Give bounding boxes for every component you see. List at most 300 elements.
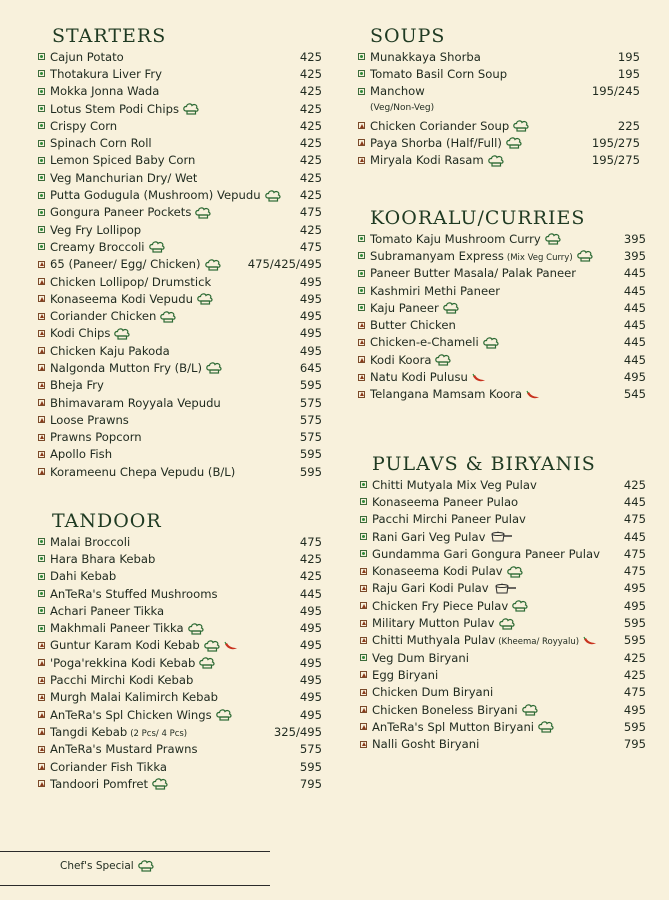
item-price: 575 (299, 395, 322, 410)
chef-hat-icon (483, 337, 499, 349)
item-name: Chicken Coriander Soup (370, 119, 529, 133)
veg-mark-icon (360, 654, 367, 661)
menu-item (360, 545, 646, 562)
item-price: 475 (623, 546, 646, 561)
chef-hat-icon (499, 618, 515, 630)
legend-label: Chef's Special (60, 860, 134, 872)
item-name: Chicken-e-Chameli (370, 335, 499, 349)
item-price: 425 (299, 153, 322, 168)
item-price: 575 (299, 412, 322, 427)
nonveg-mark-icon (38, 364, 45, 371)
menu-item (38, 307, 322, 324)
item-name: Tangdi Kebab (2 Pcs/ 4 Pcs) (50, 724, 188, 739)
item-name: Hara Bhara Kebab (50, 551, 156, 566)
menu-item (358, 282, 646, 299)
nonveg-mark-icon (38, 677, 45, 684)
item-name: Tomato Basil Corn Soup (370, 66, 508, 81)
item-note: (2 Pcs/ 4 Pcs) (130, 728, 188, 739)
item-name: Korameenu Chepa Vepudu (B/L) (50, 464, 236, 479)
nonveg-mark-icon (38, 728, 45, 735)
chef-hat-icon (506, 137, 522, 149)
nonveg-mark-icon (38, 261, 45, 268)
chef-hat-icon (183, 103, 199, 115)
item-name: Konaseema Kodi Pulav (372, 564, 523, 578)
item-price: 425 (299, 170, 322, 185)
menu-item (38, 689, 322, 706)
item-price: 395 (623, 248, 646, 263)
item-name: Achari Paneer Tikka (50, 603, 165, 618)
nonveg-mark-icon (360, 723, 367, 730)
menu-item (360, 528, 646, 545)
item-price: 325/495 (273, 724, 322, 739)
item-name: Rani Gari Veg Pulav (372, 530, 513, 544)
chef-hat-icon (265, 190, 281, 202)
item-name: Kaju Paneer (370, 301, 459, 315)
handi-pot-icon (489, 531, 513, 543)
menu-item (38, 152, 322, 169)
menu-item (38, 446, 322, 463)
menu-item (360, 476, 646, 493)
menu-item (38, 533, 322, 550)
item-price: 445 (623, 318, 646, 333)
menu-item (38, 117, 322, 134)
chili-icon (583, 636, 597, 645)
item-name: AnTeRa's Spl Mutton Biryani (372, 720, 554, 734)
item-name: Nalgonda Mutton Fry (B/L) (50, 361, 222, 375)
legend-divider-top (0, 851, 270, 852)
chili-icon (526, 390, 540, 399)
item-name: Mokka Jonna Wada (50, 84, 160, 99)
item-price: 495 (299, 343, 322, 358)
item-name: Military Mutton Pulav (372, 616, 515, 630)
item-price: 495 (299, 621, 322, 636)
menu-item (360, 735, 646, 752)
biryanis-section (360, 452, 646, 753)
item-price: 425 (299, 551, 322, 566)
veg-mark-icon (38, 573, 45, 580)
menu-item (38, 463, 322, 480)
menu-item (38, 706, 322, 723)
item-price: 445 (623, 266, 646, 281)
item-name: Nalli Gosht Biryani (372, 737, 480, 752)
item-price: 495 (623, 702, 646, 717)
item-price: 495 (299, 291, 322, 306)
chef-hat-icon (205, 259, 221, 271)
nonveg-mark-icon (38, 468, 45, 475)
item-name: Thotakura Liver Fry (50, 66, 163, 81)
menu-item (358, 65, 640, 82)
item-price: 495 (623, 370, 646, 385)
veg-mark-icon (38, 70, 45, 77)
starters-section (38, 24, 322, 480)
item-price: 595 (623, 616, 646, 631)
starters-list (38, 48, 322, 480)
nonveg-mark-icon (38, 711, 45, 718)
item-name: Miryala Kodi Rasam (370, 153, 504, 167)
veg-mark-icon (360, 481, 367, 488)
item-price: 475/425/495 (247, 257, 322, 272)
nonveg-mark-icon (38, 659, 45, 666)
legend-chef-special (60, 860, 154, 872)
menu-item (360, 614, 646, 631)
item-name: Manchow (370, 84, 425, 99)
item-price: 575 (299, 430, 322, 445)
nonveg-mark-icon (38, 330, 45, 337)
section-title: STARTERS (52, 25, 167, 47)
item-price: 795 (623, 737, 646, 752)
nonveg-mark-icon (38, 451, 45, 458)
veg-mark-icon (358, 270, 365, 277)
nonveg-mark-icon (360, 706, 367, 713)
item-name: Chicken Lollipop/ Drumstick (50, 274, 212, 289)
menu-item (38, 204, 322, 221)
veg-mark-icon (38, 192, 45, 199)
item-name: Bheja Fry (50, 378, 104, 393)
item-price: 595 (299, 447, 322, 462)
veg-mark-icon (38, 625, 45, 632)
menu-item (360, 580, 646, 597)
chef-hat-icon (152, 778, 168, 790)
veg-mark-icon (360, 533, 367, 540)
nonveg-mark-icon (38, 780, 45, 787)
menu-item (38, 325, 322, 342)
veg-mark-icon (38, 53, 45, 60)
veg-mark-icon (358, 304, 365, 311)
veg-mark-icon (360, 498, 367, 505)
item-name: Chicken Boneless Biryani (372, 703, 538, 717)
item-price: 445 (623, 335, 646, 350)
nonveg-mark-icon (38, 347, 45, 354)
nonveg-mark-icon (360, 602, 367, 609)
nonveg-mark-icon (38, 278, 45, 285)
veg-mark-icon (360, 516, 367, 523)
menu-item (360, 718, 646, 735)
item-name: Creamy Broccoli (50, 240, 165, 254)
chef-hat-icon (216, 709, 232, 721)
item-price: 445 (623, 494, 646, 509)
nonveg-mark-icon (360, 585, 367, 592)
menu-item (38, 186, 322, 203)
item-price: 425 (299, 136, 322, 151)
nonveg-mark-icon (38, 313, 45, 320)
item-name: Putta Godugula (Mushroom) Vepudu (50, 188, 281, 202)
chili-icon (472, 373, 486, 382)
chef-hat-icon (199, 657, 215, 669)
item-price: 395 (623, 231, 646, 246)
item-name: Veg Dum Biryani (372, 650, 469, 665)
item-name: Gundamma Gari Gongura Paneer Pulav (372, 546, 600, 561)
nonveg-mark-icon (360, 671, 367, 678)
item-note: (Mix Veg Curry) (506, 252, 573, 263)
veg-mark-icon (38, 243, 45, 250)
item-name: Makhmali Paneer Tikka (50, 621, 204, 635)
item-price: 495 (299, 655, 322, 670)
menu-item (38, 585, 322, 602)
menu-item (38, 238, 322, 255)
item-name: Veg Manchurian Dry/ Wet (50, 170, 198, 185)
veg-mark-icon (38, 140, 45, 147)
item-price: 495 (623, 581, 646, 596)
item-price: 495 (299, 673, 322, 688)
veg-mark-icon (358, 53, 365, 60)
item-name: Loose Prawns (50, 412, 129, 427)
chef-hat-icon (204, 640, 220, 652)
item-name: Prawns Popcorn (50, 430, 142, 445)
nonveg-mark-icon (38, 295, 45, 302)
menu-item (360, 666, 646, 683)
item-price: 475 (299, 239, 322, 254)
item-name: Coriander Chicken (50, 309, 176, 323)
item-name: Crispy Corn (50, 118, 118, 133)
section-title: SOUPS (370, 25, 446, 47)
item-name: Chicken Dum Biryani (372, 685, 494, 700)
chef-hat-icon (160, 311, 176, 323)
chef-hat-icon (507, 566, 523, 578)
legend-divider-bottom (0, 885, 270, 886)
menu-item (358, 334, 646, 351)
item-price: 595 (299, 759, 322, 774)
menu-item (38, 619, 322, 636)
menu-item (38, 290, 322, 307)
veg-mark-icon (358, 287, 365, 294)
chef-hat-icon (577, 250, 593, 262)
item-name: Guntur Karam Kodi Kebab (50, 638, 238, 652)
veg-mark-icon (360, 550, 367, 557)
item-price: 495 (299, 690, 322, 705)
veg-mark-icon (38, 122, 45, 129)
item-name: Kashmiri Methi Paneer (370, 283, 500, 298)
menu-item (360, 562, 646, 579)
item-price: 475 (623, 564, 646, 579)
item-name: AnTeRa's Spl Chicken Wings (50, 708, 232, 722)
menu-item (358, 151, 640, 168)
menu-item (360, 649, 646, 666)
item-name: Subramanyam Express (Mix Veg Curry) (370, 249, 593, 263)
item-name: Tandoori Pomfret (50, 777, 168, 791)
nonveg-mark-icon (38, 416, 45, 423)
item-name: Murgh Malai Kalimirch Kebab (50, 690, 219, 705)
menu-item (360, 632, 646, 649)
item-price: 445 (623, 352, 646, 367)
item-price: 595 (623, 633, 646, 648)
item-price: 595 (623, 719, 646, 734)
nonveg-mark-icon (358, 322, 365, 329)
item-price: 495 (299, 638, 322, 653)
menu-item (38, 429, 322, 446)
item-price: 445 (623, 529, 646, 544)
nonveg-mark-icon (358, 356, 365, 363)
item-name: Apollo Fish (50, 447, 113, 462)
menu-item (38, 100, 322, 117)
menu-item (38, 550, 322, 567)
item-price: 495 (299, 274, 322, 289)
soups-list (358, 48, 640, 169)
chef-hat-icon (149, 241, 165, 253)
tandoor-list (38, 533, 322, 792)
item-price: 495 (299, 326, 322, 341)
menu-item (358, 117, 640, 134)
soups-section (358, 24, 640, 169)
chef-hat-icon (114, 328, 130, 340)
item-name: Telangana Mamsam Koora (370, 387, 540, 401)
veg-mark-icon (38, 555, 45, 562)
menu-item (38, 342, 322, 359)
item-price: 595 (299, 378, 322, 393)
menu-item (38, 602, 322, 619)
item-price: 495 (623, 598, 646, 613)
menu-item (38, 256, 322, 273)
item-price: 425 (299, 49, 322, 64)
nonveg-mark-icon (358, 157, 365, 164)
item-price: 595 (299, 464, 322, 479)
item-subnote: (Veg/Non-Veg) (370, 102, 435, 113)
item-price: 425 (299, 101, 322, 116)
item-price: 195/275 (591, 153, 640, 168)
menu-item (358, 83, 640, 100)
nonveg-mark-icon (360, 620, 367, 627)
item-name: Munakkaya Shorba (370, 49, 481, 64)
chef-hat-icon (206, 362, 222, 374)
item-name: Lotus Stem Podi Chips (50, 102, 199, 116)
veg-mark-icon (38, 590, 45, 597)
nonveg-mark-icon (38, 694, 45, 701)
item-price: 495 (299, 603, 322, 618)
handi-pot-icon (493, 583, 517, 595)
menu-item (38, 221, 322, 238)
item-name: Raju Gari Kodi Pulav (372, 581, 517, 595)
item-name: Coriander Fish Tikka (50, 759, 167, 774)
nonveg-mark-icon (358, 391, 365, 398)
veg-mark-icon (38, 607, 45, 614)
menu-item (38, 411, 322, 428)
chef-hat-icon (443, 302, 459, 314)
veg-mark-icon (38, 105, 45, 112)
nonveg-mark-icon (38, 434, 45, 441)
item-name: Gongura Paneer Pockets (50, 205, 211, 219)
item-price: 645 (299, 360, 322, 375)
item-price: 195/245 (591, 84, 640, 99)
item-name: Chitti Muthyala Pulav (Kheema/ Royyalu) (372, 633, 597, 647)
menu-item (360, 597, 646, 614)
menu-item (358, 368, 646, 385)
veg-mark-icon (38, 174, 45, 181)
menu-item (38, 654, 322, 671)
item-name: Lemon Spiced Baby Corn (50, 153, 196, 168)
menu-item (360, 684, 646, 701)
menu-item (38, 775, 322, 792)
chef-hat-icon (522, 704, 538, 716)
menu-item (358, 386, 646, 403)
menu-item (358, 48, 640, 65)
menu-item (38, 83, 322, 100)
nonveg-mark-icon (360, 741, 367, 748)
nonveg-mark-icon (38, 399, 45, 406)
nonveg-mark-icon (38, 746, 45, 753)
item-price: 495 (299, 309, 322, 324)
item-name: AnTeRa's Stuffed Mushrooms (50, 586, 218, 601)
item-name: 65 (Paneer/ Egg/ Chicken) (50, 257, 221, 271)
veg-mark-icon (358, 252, 365, 259)
item-price: 425 (299, 66, 322, 81)
veg-mark-icon (38, 226, 45, 233)
item-name: Egg Biryani (372, 667, 439, 682)
menu-item (358, 134, 640, 151)
menu-item (358, 230, 646, 247)
menu-item (38, 65, 322, 82)
veg-mark-icon (38, 88, 45, 95)
chef-hat-icon (488, 155, 504, 167)
veg-mark-icon (38, 157, 45, 164)
item-name: Chitti Mutyala Mix Veg Pulav (372, 477, 537, 492)
item-price: 425 (299, 569, 322, 584)
nonveg-mark-icon (360, 568, 367, 575)
menu-item (358, 316, 646, 333)
item-price: 795 (299, 776, 322, 791)
chef-hat-icon (197, 293, 213, 305)
menu-item (38, 394, 322, 411)
nonveg-mark-icon (358, 122, 365, 129)
item-price: 425 (623, 477, 646, 492)
nonveg-mark-icon (360, 637, 367, 644)
chef-hat-icon (512, 600, 528, 612)
menu-item (38, 741, 322, 758)
item-name: Chicken Fry Piece Pulav (372, 599, 528, 613)
nonveg-mark-icon (358, 374, 365, 381)
veg-mark-icon (38, 209, 45, 216)
menu-item (38, 637, 322, 654)
item-name: Tomato Kaju Mushroom Curry (370, 232, 561, 246)
item-price: 425 (299, 84, 322, 99)
item-name: AnTeRa's Mustard Prawns (50, 742, 198, 757)
item-price: 475 (623, 512, 646, 527)
section-title: TANDOOR (52, 510, 162, 532)
item-name: Konaseema Kodi Vepudu (50, 292, 213, 306)
menu-item (38, 273, 322, 290)
menu-item (38, 723, 322, 740)
item-name: Veg Fry Lollipop (50, 222, 142, 237)
item-name: Paneer Butter Masala/ Palak Paneer (370, 266, 577, 281)
menu-item (358, 247, 646, 264)
menu-item (38, 568, 322, 585)
chef-hat-icon (195, 207, 211, 219)
item-price: 475 (299, 205, 322, 220)
item-name: Pacchi Mirchi Kodi Kebab (50, 673, 194, 688)
item-price: 475 (623, 685, 646, 700)
item-name: 'Poga'rekkina Kodi Kebab (50, 656, 215, 670)
item-name: Butter Chicken (370, 318, 456, 333)
biryanis-list (360, 476, 646, 753)
chef-hat-icon (513, 120, 529, 132)
chef-hat-icon (545, 233, 561, 245)
tandoor-section (38, 509, 322, 792)
nonveg-mark-icon (38, 382, 45, 389)
curries-section (358, 206, 646, 403)
menu-item (38, 758, 322, 775)
veg-mark-icon (38, 538, 45, 545)
item-name: Cajun Potato (50, 49, 124, 64)
veg-mark-icon (358, 70, 365, 77)
nonveg-mark-icon (358, 139, 365, 146)
item-price: 195 (617, 66, 640, 81)
menu-item (38, 671, 322, 688)
veg-mark-icon (358, 88, 365, 95)
item-price: 495 (299, 707, 322, 722)
item-price: 425 (299, 222, 322, 237)
veg-mark-icon (358, 235, 365, 242)
chef-hat-icon (435, 354, 451, 366)
item-price: 425 (623, 667, 646, 682)
chef-hat-icon (538, 721, 554, 733)
